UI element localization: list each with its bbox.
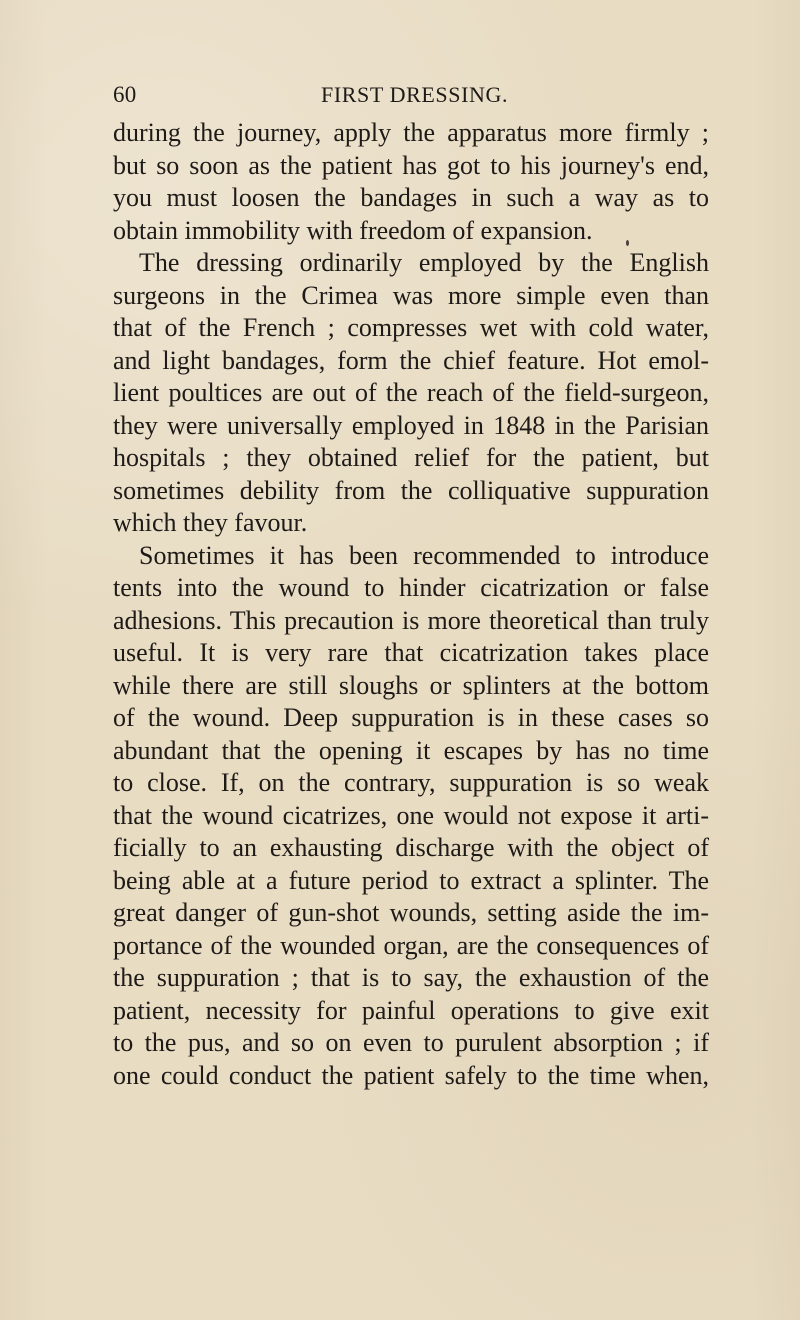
text-line: being able at a future period to extract a splinter. The — [113, 865, 709, 895]
running-head: FIRST DRESSING. — [321, 82, 509, 107]
text-line: and light bandages, form the chief feature. Hot emol- — [113, 345, 709, 375]
ink-spot-mark — [626, 240, 629, 246]
text-line: to the pus, and so on even to purulent absorption ; if — [113, 1028, 709, 1057]
text-line: great danger of gun-shot wounds, setting aside the im- — [113, 898, 709, 927]
text-line: of the wound. Deep suppuration is in these cases so — [113, 703, 709, 732]
text-line: adhesions. This precaution is more theoretical than truly — [113, 605, 709, 635]
text-line: which they favour. — [113, 508, 308, 537]
text-line: useful. It is very rare that cicatrization takes place — [113, 638, 709, 667]
text-line: obtain immobility with freedom of expansion. — [113, 215, 593, 245]
page-number: 60 — [113, 82, 137, 107]
page-header — [113, 78, 709, 112]
text-line: to close. If, on the contrary, suppuration is so weak — [113, 768, 709, 797]
text-line: patient, necessity for painful operations to give exit — [113, 995, 709, 1025]
text-line: abundant that the opening it escapes by has no time — [113, 735, 709, 765]
text-line: portance of the wounded organ, are the consequences of — [113, 930, 709, 960]
text-line: The dressing ordinarily employed by the English — [139, 248, 709, 277]
text-line: sometimes debility from the colliquative suppuration — [113, 475, 709, 505]
text-line: during the journey, apply the apparatus more firmly ; — [113, 118, 709, 147]
text-line: that the wound cicatrizes, one would not expose it arti- — [113, 800, 709, 830]
text-line: tents into the wound to hinder cicatrization or false — [113, 573, 709, 602]
text-line: Sometimes it has been recommended to introduce — [139, 540, 709, 570]
text-line: that of the French ; compresses wet with cold water, — [113, 313, 709, 342]
text-line: you must loosen the bandages in such a way as to — [113, 183, 709, 212]
text-line: the suppuration ; that is to say, the exhaustion of the — [113, 963, 709, 992]
text-line: ficially to an exhausting discharge with the object of — [113, 833, 709, 862]
body-text — [113, 117, 709, 1092]
text-line: hospitals ; they obtained relief for the patient, but — [113, 443, 709, 472]
text-line: they were universally employed in 1848 in the Parisian — [113, 410, 709, 440]
text-line: surgeons in the Crimea was more simple even than — [113, 280, 709, 310]
text-line: but so soon as the patient has got to his journey's end, — [113, 150, 709, 180]
text-line: while there are still sloughs or splinters at the bottom — [113, 670, 709, 700]
text-line: one could conduct the patient safely to the time when, — [113, 1060, 709, 1090]
text-line: lient poultices are out of the reach of the field-surgeon, — [113, 378, 709, 407]
